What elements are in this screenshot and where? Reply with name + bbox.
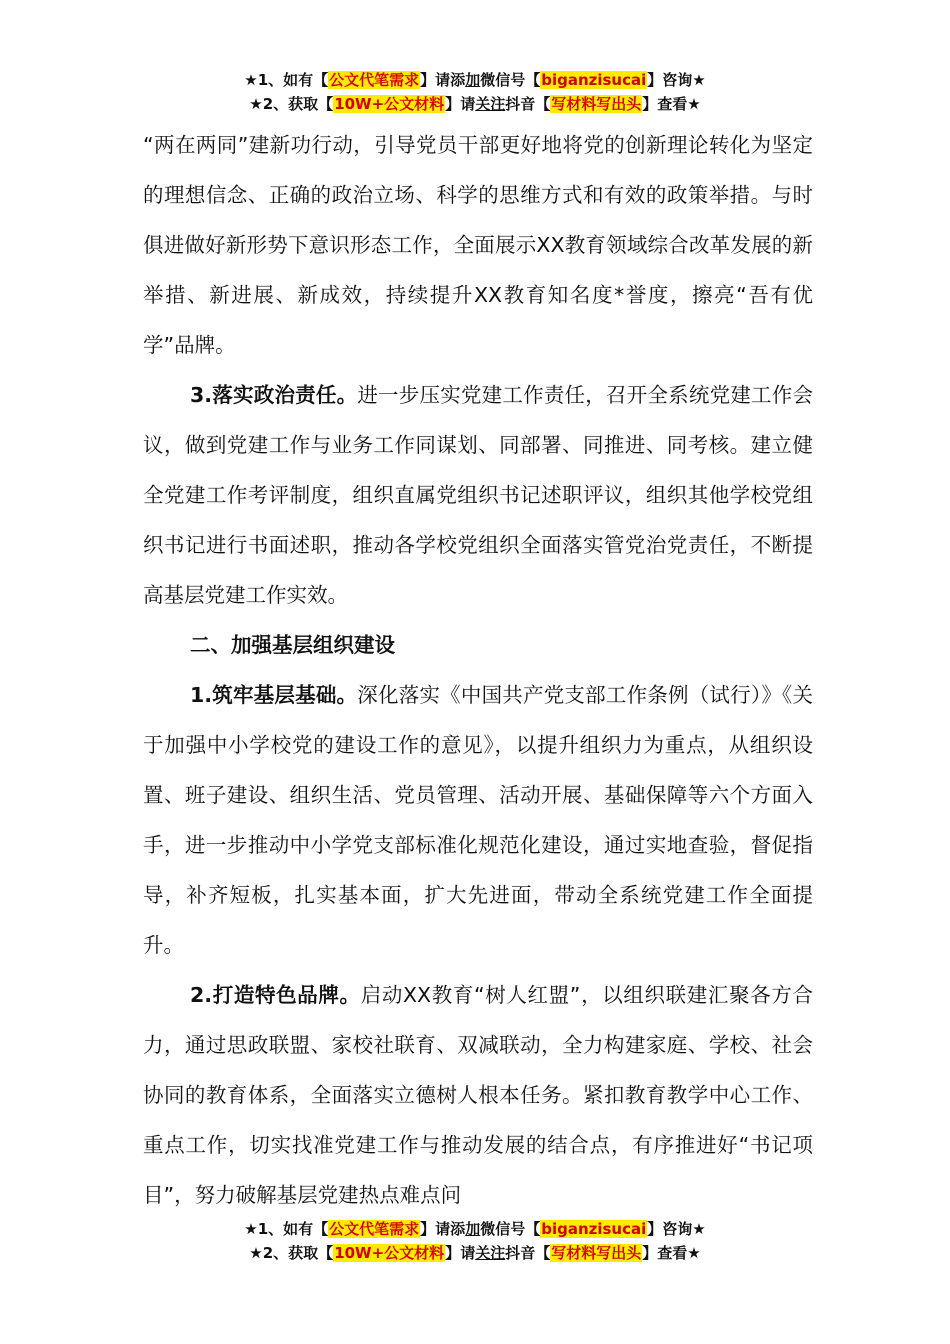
paragraph-brand-building	[143, 970, 813, 1220]
banner-underlined-text: 关注	[475, 1244, 506, 1262]
banner-text: ★2、获取【	[249, 95, 334, 113]
banner-underlined-text: 关注	[475, 95, 506, 113]
banner-text: ★2、获取【	[249, 1244, 334, 1262]
banner-highlight: 10W+公文材料	[334, 95, 445, 113]
footer-banner	[0, 1217, 950, 1265]
banner-line-2	[0, 92, 950, 116]
paragraph-heading: 2.打造特色品牌。	[190, 983, 361, 1007]
paragraph-heading: 1.筑牢基层基础。	[190, 683, 358, 707]
paragraph-text: 进一步压实党建工作责任，召开全系统党建工作会议，做到党建工作与业务工作同谋划、同部署、同推进、同考核。建立健全党建工作考评制度，组织直属党组织书记述职评议，组织其他学校党组织书记进行书面述职，推动各学校党组织全面落实管党治党责任，不断提高基层党建工作实效。	[143, 383, 813, 607]
banner-highlight-douyin-account: 写材料写出头	[551, 95, 642, 113]
banner-text: 】请	[445, 1244, 476, 1262]
paragraph-political-responsibility	[143, 370, 813, 620]
banner-line-1	[0, 1217, 950, 1241]
banner-highlight: 公文代笔需求	[329, 71, 420, 89]
paragraph-heading: 3.落实政治责任。	[190, 383, 358, 407]
banner-text: 】查看★	[642, 1244, 701, 1262]
banner-highlight: 公文代笔需求	[329, 1220, 420, 1238]
banner-text: ★1、如有【	[244, 1220, 329, 1238]
banner-highlight-wechat-id: biganzisucai	[541, 1220, 647, 1238]
paragraph-text: 启动XX教育“树人红盟”，以组织联建汇聚各方合力，通过思政联盟、家校社联育、双减联动，全力构建家庭、学校、社会协同的教育体系，全面落实立德树人根本任务。紧扣教育教学中心工作、重点工作，切实找准党建工作与推动发展的结合点，有序推进好“书记项目”，努力破解基层党建热点难点问	[143, 983, 813, 1207]
banner-text: 】请	[445, 95, 476, 113]
banner-underlined-text: 加	[465, 1220, 481, 1238]
banner-text: 抖音【	[505, 95, 551, 113]
banner-text: ★1、如有【	[244, 71, 329, 89]
banner-line-1	[0, 68, 950, 92]
header-banner	[0, 68, 950, 116]
paragraph-text: 深化落实《中国共产党支部工作条例（试行）》《关于加强中小学校党的建设工作的意见》，以提升组织力为重点，从组织设置、班子建设、组织生活、党员管理、活动开展、基础保障等六个方面入手，进一步推动中小学党支部标准化规范化建设，通过实地查验，督促指导，补齐短板，扎实基本面，扩大先进面，带动全系统党建工作全面提升。	[143, 683, 814, 957]
banner-text: 】咨询★	[647, 71, 706, 89]
banner-text: 微信号【	[480, 71, 541, 89]
banner-underlined-text: 加	[465, 71, 481, 89]
banner-text: 】咨询★	[647, 1220, 706, 1238]
banner-text: 】请添	[420, 71, 466, 89]
document-body	[143, 120, 813, 1220]
banner-text: 微信号【	[480, 1220, 541, 1238]
paragraph-continuation: “两在两同”建新功行动，引导党员干部更好地将党的创新理论转化为坚定的理想信念、正确的政治立场、科学的思维方式和有效的政策举措。与时俱进做好新形势下意识形态工作，全面展示XX教育领域综合改革发展的新举措、新进展、新成效，持续提升XX教育知名度*誉度，擦亮“吾有优学”品牌。	[143, 133, 813, 357]
banner-highlight-douyin-account: 写材料写出头	[551, 1244, 642, 1262]
banner-text: 抖音【	[505, 1244, 551, 1262]
banner-text: 】请添	[420, 1220, 466, 1238]
banner-highlight: 10W+公文材料	[334, 1244, 445, 1262]
banner-text: 】查看★	[642, 95, 701, 113]
banner-line-2	[0, 1241, 950, 1265]
banner-highlight-wechat-id: biganzisucai	[541, 71, 647, 89]
section-heading: 二、加强基层组织建设	[190, 633, 395, 657]
paragraph-grassroots-foundation	[143, 670, 813, 970]
